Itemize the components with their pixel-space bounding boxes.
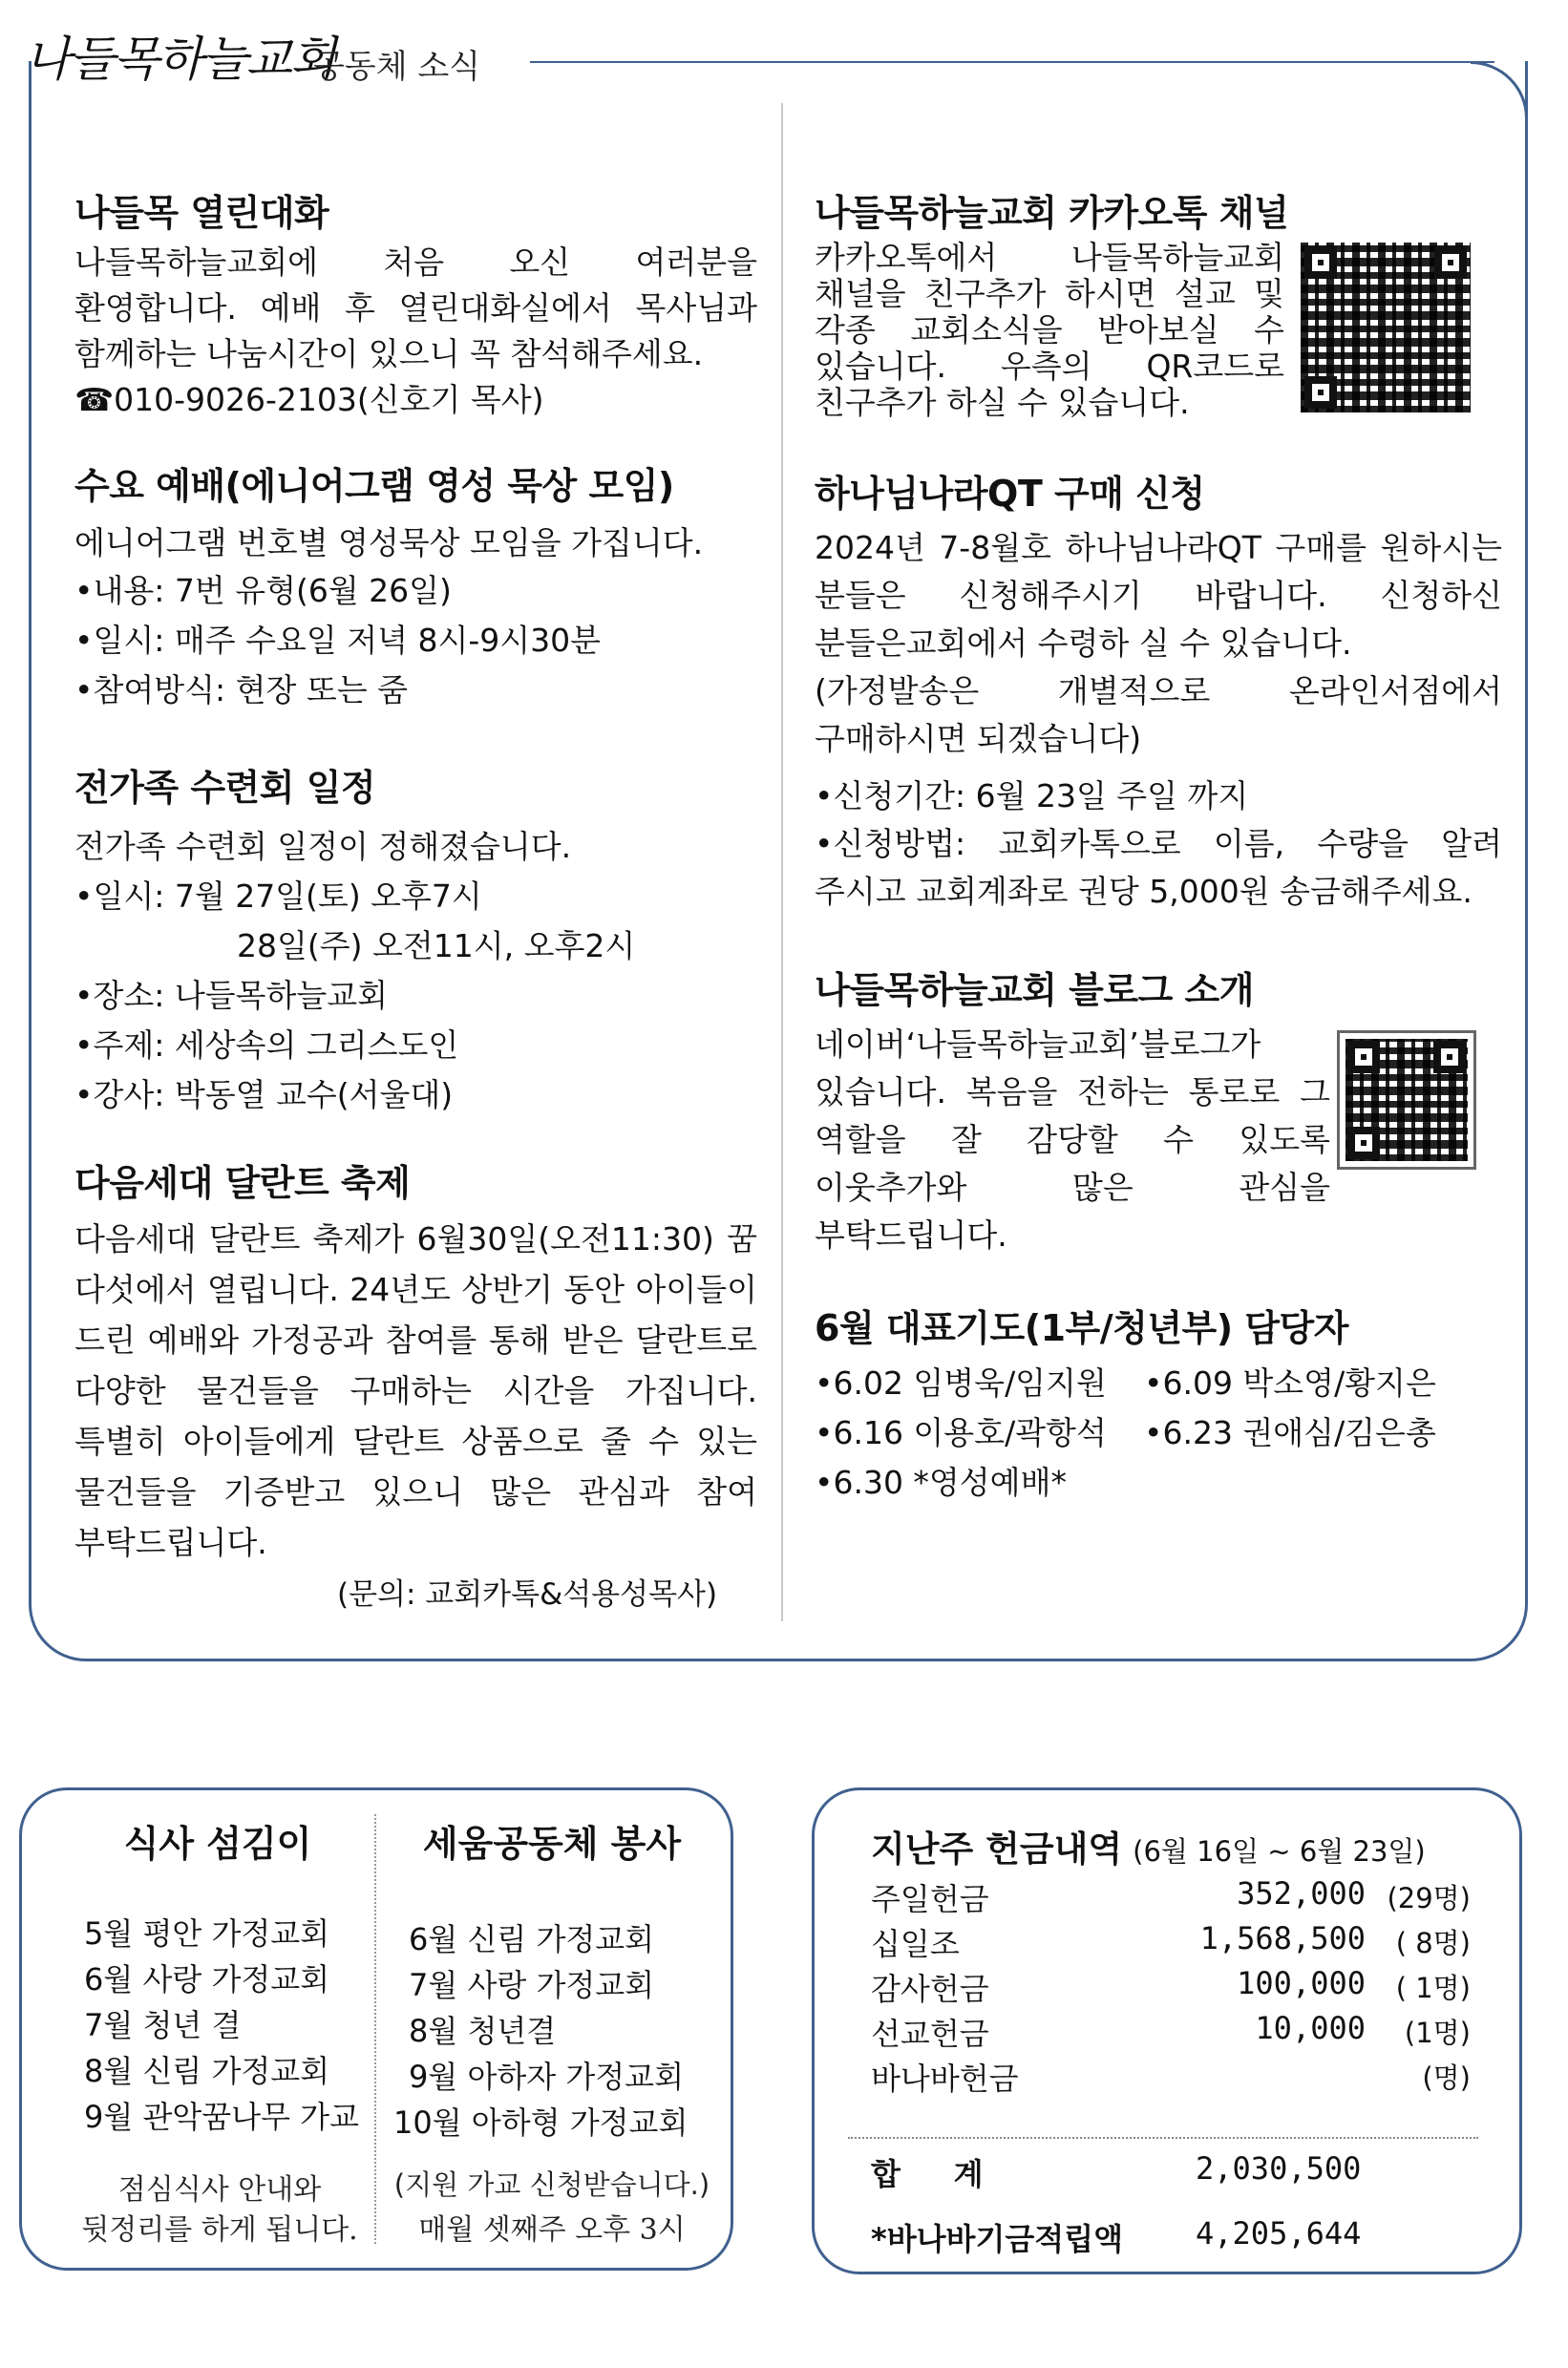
section-family-retreat [74,758,757,1120]
table-row [815,1410,1502,1456]
list-item: 9월 아하자 가정교회 [409,2059,684,2095]
section-body: 2024년 7-8월호 하나님나라QT 구매를 원하시는 분들은 신청해주시기 바랍니다. 신청하신 분들은교회에서 수령하 실 수 있습니다. [815,529,1502,662]
list-item: •강사: 박동열 교수(서울대) [74,1076,454,1113]
section-title: 나들목하늘교회 블로그 소개 [815,969,1254,1011]
blog-qr-code-icon [1346,1039,1468,1161]
section-title: 하나님나라QT 구매 신청 [815,473,1205,515]
list-item: •주제: 세상속의 그리스도인 [74,1026,459,1064]
offering-total: 2,030,500 [1196,2150,1362,2187]
section-title: 다음세대 달란트 축제 [74,1162,411,1204]
section-title: 나들목하늘교회 카카오톡 채널 [815,192,1289,234]
meal-note-line1: 점심식사 안내와 [117,2173,322,2207]
table-row [815,1460,1502,1506]
section-body: 네이버‘나들목하늘교회’블로그가 있습니다. 복음을 전하는 통로로 그 역할을 잘 감당할 수 있도록 이웃추가와 많은 관심을 부탁드립니다. [815,1025,1330,1254]
section-body: 카카오톡에서 나들목하늘교회 채널을 친구추가 하시면 설교 및 각종 교회소식을 받아보실 수 있습니다. 우측의 QR코드로 친구추가 하실 수 있습니다. [815,239,1284,421]
service-title: 세움공동체 봉사 [422,1823,682,1865]
section-prayer-leaders [815,1299,1502,1506]
offering-amount: 352,000 [1237,1875,1366,1912]
order-method: •신청방법: 교회카톡으로 이름, 수량을 알려 주시고 교회계좌로 권당 5,000원 송금해주세요. [815,825,1502,910]
list-item: 7월 사랑 가정교회 [409,1967,655,2003]
offering-label: 바나바헌금 [871,2061,1019,2097]
offering-divider [848,2137,1478,2139]
offering-count: (명) [1422,2061,1471,2094]
section-intro: 전가족 수련회 일정이 정해졌습니다. [74,828,572,865]
list-item: 28일(주) 오전11시, 오후2시 [237,927,636,964]
section-title: 6월 대표기도(1부/청년부) 담당자 [815,1307,1348,1349]
meal-note-line2: 뒷정리를 하게 됩니다. [81,2213,358,2247]
section-talent-festival [74,1153,757,1617]
list-item: •참여방식: 현장 또는 줌 [74,671,408,708]
list-item: •일시: 7월 27일(토) 오후7시 [74,877,482,915]
section-wednesday-worship [74,456,757,715]
section-open-talk [74,183,757,423]
offering-period: (6월 16일 ~ 6월 23일) [1133,1835,1426,1868]
list-item: 10월 아하형 가정교회 [393,2104,689,2141]
offering-header [871,1820,1426,1871]
offering-count: ( 1명) [1395,1972,1471,2004]
offering-label: 선교헌금 [871,2016,989,2052]
offering-count: (1명) [1404,2017,1471,2049]
section-title: 수요 예배(에니어그램 영성 묵상 모임) [74,465,674,507]
service-note-line2: 매월 셋째주 오후 3시 [418,2213,686,2247]
offering-label: 십일조 [871,1926,960,1962]
offering-amount: 10,000 [1255,2010,1366,2046]
list-item: 6월 사랑 가정교회 [84,1961,330,1998]
prayer-table [815,1361,1502,1506]
list-item: 6월 신림 가정교회 [409,1921,655,1957]
list-item: 7월 청년 결 [84,2007,242,2043]
offering-label: 감사헌금 [871,1971,989,2007]
list-item: •일시: 매주 수요일 저녁 8시-9시30분 [74,622,601,659]
section-qt-order [815,464,1502,916]
list-item: 5월 평안 가정교회 [84,1915,330,1952]
list-item: 8월 청년결 [409,2013,557,2049]
list-item: 8월 신림 가정교회 [84,2053,330,2089]
section-body: 다음세대 달란트 축제가 6월30일(오전11:30) 꿈 다섯에서 열립니다. 24년도 상반기 동안 아이들이 드린 예배와 가정공과 참여를 통해 받은 달란트로 다양한 물건들을 구매하는 시간을 가집니다. 특별히 아이들에게 달란트 상품으로 줄 수 있는 물건들을 기증받고 있으니 많은 관심과 참여 부탁드립니다. [74,1220,757,1561]
offering-total-label: 합 계 [871,2156,984,2192]
table-cell: •6.09 박소영/황지은 [1144,1364,1436,1402]
order-period: •신청기간: 6월 23일 주일 까지 [815,777,1249,814]
church-logo: 나들목하늘교회 [25,32,335,87]
column-divider [781,103,783,1621]
contact-phone: ☎010-9026-2103(신호기 목사) [74,381,544,418]
section-body: 나들목하늘교회에 처음 오신 여러분을 환영합니다. 예배 후 열린대화실에서 목사님과 함께하는 나눔시간이 있으니 꼭 참석해주세요. [74,243,757,372]
meal-title: 식사 섬김이 [123,1823,312,1865]
section-intro: 에니어그램 번호별 영성묵상 모임을 가집니다. [74,524,704,561]
list-item: •내용: 7번 유형(6월 26일) [74,572,452,609]
kakao-qr-code-icon [1301,243,1471,412]
offering-label: 주일헌금 [871,1881,989,1917]
section-note: (가정발송은 개별적으로 온라인서점에서 구매하시면 되겠습니다) [815,672,1502,757]
fund-amount: 4,205,644 [1196,2215,1362,2252]
service-note-line1: (지원 가교 신청받습니다.) [393,2168,710,2201]
list-item: •장소: 나들목하늘교회 [74,977,388,1014]
offering-count: (29명) [1387,1882,1471,1914]
table-cell: •6.23 권애심/김은총 [1144,1414,1436,1451]
page-title: 공동체 소식 [313,48,481,86]
blog-qr-frame [1337,1030,1476,1170]
offering-count: ( 8명) [1395,1927,1471,1959]
table-cell: •6.16 이용호/곽항석 [815,1414,1107,1451]
offering-amount: 1,568,500 [1199,1920,1366,1956]
table-cell: •6.02 임병욱/임지원 [815,1364,1107,1402]
offering-title: 지난주 헌금내역 [871,1829,1123,1870]
section-title: 전가족 수련회 일정 [74,767,376,809]
list-item: 9월 관악꿈나무 가교 [84,2099,359,2135]
table-cell: •6.30 *영성예배* [815,1464,1067,1501]
contact-note: (문의: 교회카톡&석용성목사) [337,1577,718,1612]
offering-amount: 100,000 [1237,1965,1366,2001]
table-row [815,1361,1502,1406]
fund-label: *바나바기금적립액 [871,2221,1124,2257]
section-title: 나들목 열린대화 [74,192,329,234]
